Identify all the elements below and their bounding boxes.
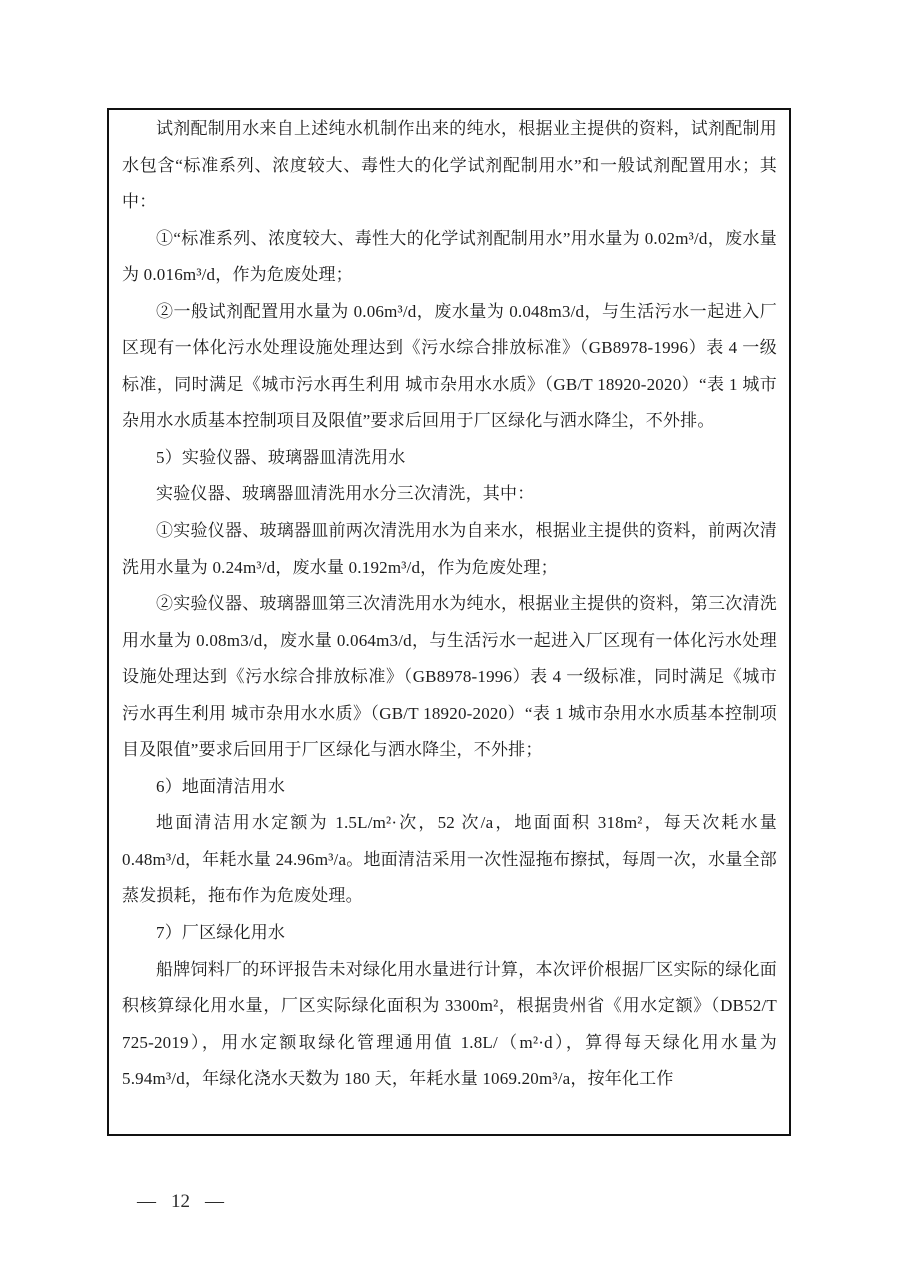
heading-7-greening-water: 7）厂区绿化用水	[156, 923, 286, 943]
para-washing-intro: 实验仪器、玻璃器皿清洗用水分三次清洗，其中：	[156, 484, 535, 504]
page-number-value: 12	[171, 1191, 190, 1212]
para-floor-cleaning-detail: 地面清洁用水定额为 1.5L/m²·次，52 次/a，地面面积 318m²，每天次耗水量 0.48m³/d，年耗水量 24.96m³/a。地面清洁采用一次性湿拖布擦拭，每周一次，水量全部蒸发损耗，拖布作为危废处理。	[122, 813, 777, 906]
text-box	[107, 108, 791, 1136]
para-washing-item1-tap-water: ①实验仪器、玻璃器皿前两次清洗用水为自来水，根据业主提供的资料，前两次清洗用水量为 0.24m³/d，废水量 0.192m³/d，作为危废处理；	[122, 521, 777, 577]
para-washing-item2-pure-water: ②实验仪器、玻璃器皿第三次清洗用水为纯水，根据业主提供的资料，第三次清洗用水量为 0.08m3/d，废水量 0.064m3/d，与生活污水一起进入厂区现有一体化污水处理设施处理达到《污水综合排放标准》（GB8978-1996）表 4 一级标准，同时满足《城市污水再生利用 城市杂用水水质》（GB/T 18920-2020）“表 1 城市杂用水水质基本控制项目及限值”要求后回用于厂区绿化与洒水降尘，不外排；	[122, 594, 777, 760]
page-number-dash-left: —	[137, 1191, 156, 1212]
para-item1-standard-series: ①“标准系列、浓度较大、毒性大的化学试剂配制用水”用水量为 0.02m³/d，废水量为 0.016m³/d，作为危废处理；	[122, 228, 777, 285]
heading-6-floor-cleaning: 6）地面清洁用水	[156, 776, 286, 796]
para-reagent-water-intro: 试剂配制用水来自上述纯水机制作出来的纯水，根据业主提供的资料，试剂配制用水包含“标准系列、浓度较大、毒性大的化学试剂配制用水”和一般试剂配置用水；其中：	[122, 119, 777, 212]
heading-5-instrument-washing: 5）实验仪器、玻璃器皿清洗用水	[156, 447, 406, 467]
page-number-dash-right: —	[205, 1191, 224, 1212]
para-item2-general-reagent: ②一般试剂配置用水量为 0.06m³/d，废水量为 0.048m3/d，与生活污水一起进入厂区现有一体化污水处理设施处理达到《污水综合排放标准》（GB8978-1996）表 4 一级标准，同时满足《城市污水再生利用 城市杂用水水质》（GB/T 18920-2020）“表 1 城市杂用水水质基本控制项目及限值”要求后回用于厂区绿化与洒水降尘，不外排。	[122, 301, 777, 431]
page-number	[137, 1191, 224, 1213]
para-greening-water-detail: 船牌饲料厂的环评报告未对绿化用水量进行计算，本次评价根据厂区实际的绿化面积核算绿化用水量，厂区实际绿化面积为 3300m²，根据贵州省《用水定额》（DB52/T 725-2019），用水定额取绿化管理通用值 1.8L/（m²·d），算得每天绿化用水量为 5.94m³/d，年绿化浇水天数为 180 天，年耗水量 1069.20m³/a，按年化工作	[122, 959, 777, 1089]
